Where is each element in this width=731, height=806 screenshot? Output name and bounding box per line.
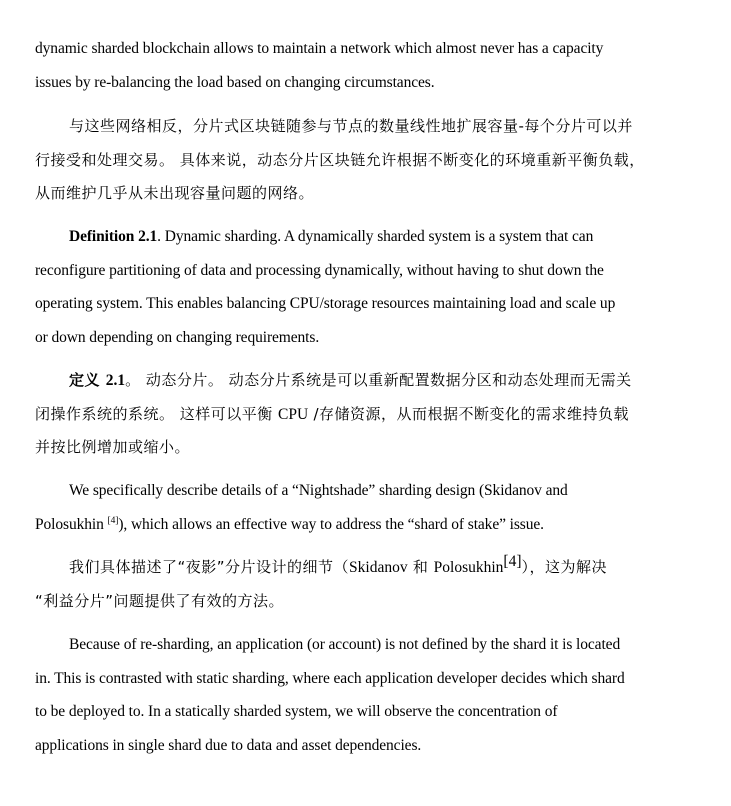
paragraph-nightshade-zh <box>35 551 695 618</box>
paragraph-nightshade-en <box>35 474 695 541</box>
text-line: We specifically describe details of a “Nightshade” sharding design (Skidanov and <box>69 482 568 499</box>
text-segment: Polosukhin <box>35 515 108 533</box>
definition-label: Definition 2.1 <box>69 228 158 245</box>
text-line: in. This is contrasted with static sharding, where each application developer decides which shard <box>35 669 625 687</box>
paragraph-intro-continuation-zh <box>35 110 695 211</box>
text-line: Because of re-sharding, an application (or account) is not defined by the shard it is located <box>69 636 621 653</box>
text-segment: ), which allows an effective way to address the “shard of stake” issue. <box>118 515 544 533</box>
definition-text-zh: 。 动态分片。 动态分片系统是可以重新配置数据分区和动态处理而无需关 <box>125 371 632 389</box>
text-line: issues by re-balancing the load based on changing circumstances. <box>35 73 435 91</box>
text-line: 与这些网络相反，分片式区块链随参与节点的数量线性地扩展容量-每个分片可以并 <box>69 117 633 135</box>
text-segment: 和 <box>407 558 434 576</box>
text-line: 行接受和处理交易。 具体来说，动态分片区块链允许根据不断变化的环境重新平衡负载， <box>35 150 645 169</box>
text-line: to be deployed to. In a statically sharded system, we will observe the concentration of <box>35 703 558 721</box>
paragraph-definition-zh <box>35 364 695 465</box>
text-line <box>35 508 695 542</box>
paragraph-resharding-en <box>35 628 695 763</box>
text-line: “利益分片”问题提供了有效的方法。 <box>35 591 285 610</box>
text-segment: Polosukhin <box>433 559 504 576</box>
text-segment: Skidanov <box>349 559 408 576</box>
text-line: applications in single shard due to data and asset dependencies. <box>35 737 422 755</box>
text-segment: CPU <box>278 405 309 423</box>
paragraph-intro-continuation-en <box>35 32 695 99</box>
text-segment: 闭操作系统的系统。 这样可以平衡 <box>35 404 279 423</box>
text-line: 并按比例增加或缩小。 <box>35 438 191 457</box>
text-segment: 我们具体描述了“夜影”分片设计的细节（ <box>69 558 350 576</box>
text-segment: /存储资源，从而根据不断变化的需求维持负载 <box>308 404 630 423</box>
text-line <box>35 364 695 398</box>
definition-text: . Dynamic sharding. A dynamically sharded system is a system that can <box>157 228 594 245</box>
text-line: reconfigure partitioning of data and processing dynamically, without having to shut down the <box>35 261 604 279</box>
definition-number: 2.1 <box>105 372 126 389</box>
text-line: dynamic sharded blockchain allows to maintain a network which almost never has a capacity <box>35 40 604 57</box>
text-line: or down depending on changing requirements. <box>35 329 320 347</box>
text-line <box>35 551 695 585</box>
citation-reference: [4] <box>107 515 119 526</box>
paragraph-definition-en <box>35 220 695 355</box>
text-line <box>35 220 695 254</box>
text-line: 从而维护几乎从未出现容量问题的网络。 <box>35 184 315 203</box>
text-segment: ），这为解决 <box>521 558 608 576</box>
text-line <box>35 398 695 432</box>
citation-reference: [4] <box>503 553 522 570</box>
definition-label-zh: 定义 <box>69 371 106 389</box>
text-line: operating system. This enables balancing CPU/storage resources maintaining load and scale up <box>35 295 616 313</box>
